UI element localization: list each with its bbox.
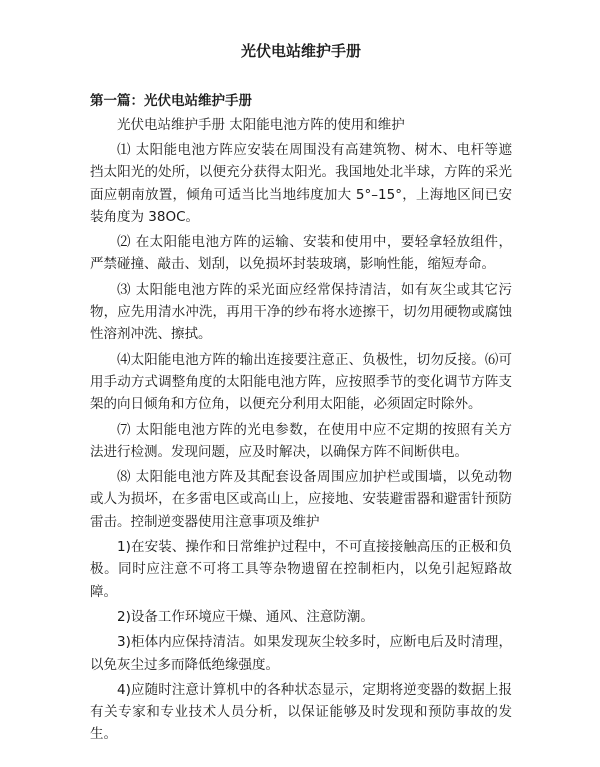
paragraph-4: ⑷太阳能电池方阵的输出连接要注意正、负极性，切勿反接。⑹可用手动方式调整角度的太阳能电池方阵，应按照季节的变化调节方阵支架的向日倾角和方位角，以便充分利用太阳能，必须固定时除外。 xyxy=(90,351,512,413)
paragraph-10: 4)应随时注意计算机中的各种状态显示，定期将逆变器的数据上报有关专家和专业技术人员分析，以保证能够及时发现和预防事故的发生。 xyxy=(90,681,512,743)
document-title: 光伏电站维护手册 xyxy=(240,42,361,60)
paragraph-1: ⑴ 太阳能电池方阵应安装在周围没有高建筑物、树木、电杆等遮挡太阳光的处所，以便充分获得太阳光。我国地处北半球，方阵的采光面应朝南放置，倾角可适当比当地纬度加大 5°–15°，上海地区间已安装角度为 38OC。 xyxy=(90,142,512,225)
paragraph-8: 2)设备工作环境应干燥、通风、注意防潮。 xyxy=(117,608,374,625)
paragraph-7: 1)在安装、操作和日常维护过程中，不可直接接触高压的正极和负极。同时应注意不可将工具等杂物遗留在控制柜内，以免引起短路故障。 xyxy=(90,539,512,600)
paragraph-5: ⑺ 太阳能电池方阵的光电参数，在使用中应不定期的按照有关方法进行检测。发现问题，应及时解决，以确保方阵不间断供电。 xyxy=(90,421,512,460)
paragraph-3: ⑶ 太阳能电池方阵的采光面应经常保持清洁，如有灰尘或其它污物，应先用清水冲洗，再用干净的纱布将水迹擦干，切勿用硬物或腐蚀性溶剂冲洗、擦拭。 xyxy=(90,281,512,343)
section-heading: 第一篇：光伏电站维护手册 xyxy=(90,93,252,109)
section-subtitle: 光伏电站维护手册 太阳能电池方阵的使用和维护 xyxy=(117,117,405,133)
paragraph-2: ⑵ 在太阳能电池方阵的运输、安装和使用中，要轻拿轻放组件，严禁碰撞、敲击、划刮，以免损坏封装玻璃，影响性能，缩短寿命。 xyxy=(90,234,512,273)
paragraph-9: 3)柜体内应保持清洁。如果发现灰尘较多时，应断电后及时清理，以免灰尘过多而降低绝缘强度。 xyxy=(90,634,512,673)
paragraph-list xyxy=(90,139,512,746)
paragraph-6: ⑻ 太阳能电池方阵及其配套设备周围应加护栏或围墙，以免动物或人为损坏，在多雷电区或高山上，应接地、安装避雷器和避雷针预防雷击。控制逆变器使用注意事项及维护 xyxy=(90,469,512,530)
